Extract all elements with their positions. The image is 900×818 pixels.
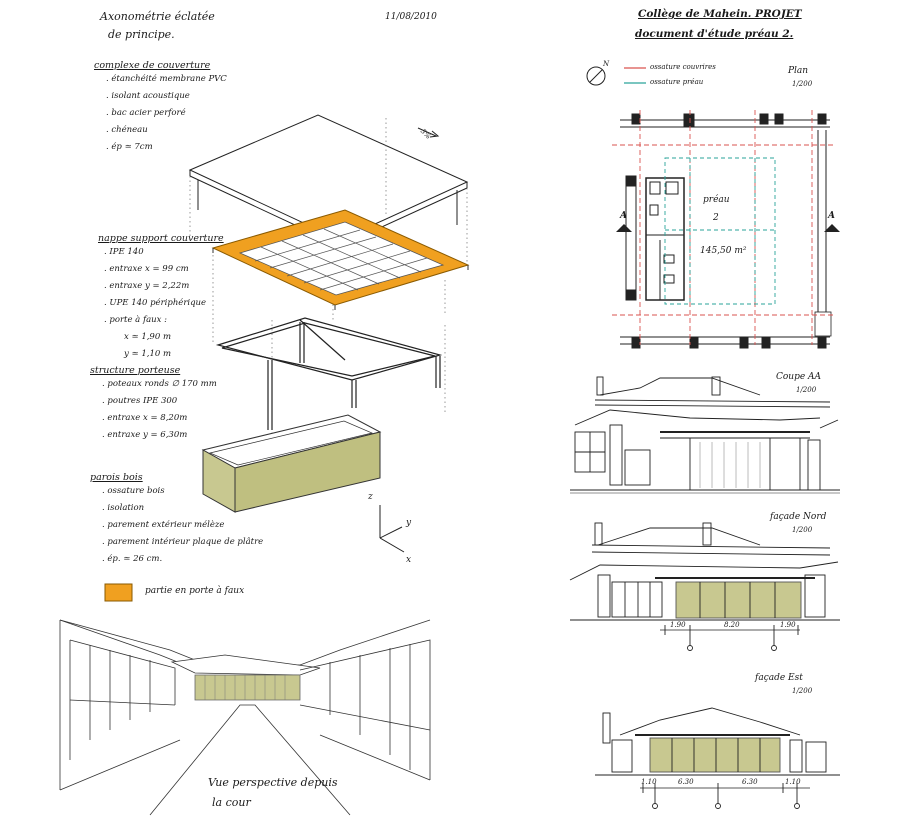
est-dim-3: 6.30 [742, 778, 758, 786]
legend-red-label: ossature couvrires [650, 63, 716, 71]
note-heading: parois bois [90, 472, 143, 483]
section-mark-right: A [828, 211, 835, 221]
note-structure [90, 365, 250, 444]
legend-label-overhang: partie en porte à faux [145, 586, 245, 596]
est-dim-4: 1.10 [785, 778, 801, 786]
perspective-caption-2: la cour [212, 796, 251, 809]
note-item: . ép. ≃ 26 cm. [102, 554, 163, 564]
room-area: 145,50 m² [700, 246, 747, 256]
axis-z-label: z [368, 492, 373, 502]
facade-est-drawing [595, 708, 840, 809]
note-item: . étanchéité membrane PVC [106, 74, 227, 84]
note-item: . chéneau [106, 125, 148, 135]
north-arrow [587, 67, 605, 85]
room-number: 2 [713, 213, 719, 223]
note-item: . isolant acoustique [106, 91, 190, 101]
left-title-line2: de principe. [108, 28, 175, 41]
note-item: . UPE 140 périphérique [104, 298, 207, 308]
note-wood-walls [90, 472, 320, 568]
axis-x-label: x [406, 555, 412, 565]
coupe-label: Coupe AA [776, 372, 822, 382]
note-item: y ≃ 1,10 m [124, 349, 172, 359]
note-item: . bac acier perforé [106, 108, 186, 118]
note-item: . IPE 140 [104, 247, 144, 257]
nord-dim-2: 8.20 [724, 621, 740, 629]
north-label: N [603, 60, 610, 68]
nord-label: façade Nord [770, 512, 827, 522]
note-roof-support [98, 233, 258, 363]
coupe-aa-hatch [700, 442, 760, 488]
nord-scale: 1/200 [792, 526, 813, 534]
facade-nord-drawing [570, 523, 840, 651]
drawing-date: 11/08/2010 [385, 12, 437, 22]
note-heading: nappe support couverture [98, 233, 224, 244]
note-item: . porte à faux : [104, 315, 167, 325]
note-item: . entraxe x = 99 cm [104, 264, 189, 274]
est-dim-2: 6.30 [678, 778, 694, 786]
est-dim-1: 1.10 [641, 778, 657, 786]
project-title-line1: Collège de Mahein. PROJET [638, 8, 802, 20]
section-mark-left: A [620, 211, 627, 221]
legend-teal-label: ossature préau [650, 78, 704, 86]
note-heading: complexe de couverture [94, 60, 211, 71]
perspective-caption-1: Vue perspective depuis [208, 776, 338, 789]
floor-plan [620, 114, 831, 348]
est-scale: 1/200 [792, 687, 813, 695]
roof-slope-label: 3% [418, 127, 433, 141]
axis-y-label: y [406, 518, 412, 528]
note-item: . entraxe x = 8,20m [102, 413, 188, 423]
legend-swatch-orange [105, 584, 132, 601]
note-item: . entraxe y = 2,22m [104, 281, 190, 291]
note-item: . poutres IPE 300 [102, 396, 178, 406]
axes-indicator [380, 505, 404, 552]
nord-dim-1: 1.90 [670, 621, 686, 629]
note-item: . entraxe y = 6,30m [102, 430, 188, 440]
plan-scale: 1/200 [792, 80, 813, 88]
note-item: . parement intérieur plaque de plâtre [102, 537, 264, 547]
note-item: . poteaux ronds ∅ 170 mm [102, 379, 217, 389]
room-name: préau [703, 195, 730, 205]
project-title-line2: document d'étude préau 2. [635, 28, 794, 40]
note-item: x ≃ 1,90 m [124, 332, 172, 342]
note-roof-complex [94, 60, 254, 156]
plan-label: Plan [788, 66, 809, 76]
note-heading: structure porteuse [90, 365, 181, 376]
coupe-aa-drawing [570, 377, 840, 493]
note-item: . ossature bois [102, 486, 165, 496]
note-item: . isolation [102, 503, 145, 513]
note-item: . ép ≃ 7cm [106, 142, 153, 152]
coupe-scale: 1/200 [796, 386, 817, 394]
note-item: . parement extérieur mélèze [102, 520, 225, 530]
left-title-line1: Axonométrie éclatée [100, 10, 215, 23]
nord-dim-3: 1.90 [780, 621, 796, 629]
est-label: façade Est [755, 673, 803, 683]
